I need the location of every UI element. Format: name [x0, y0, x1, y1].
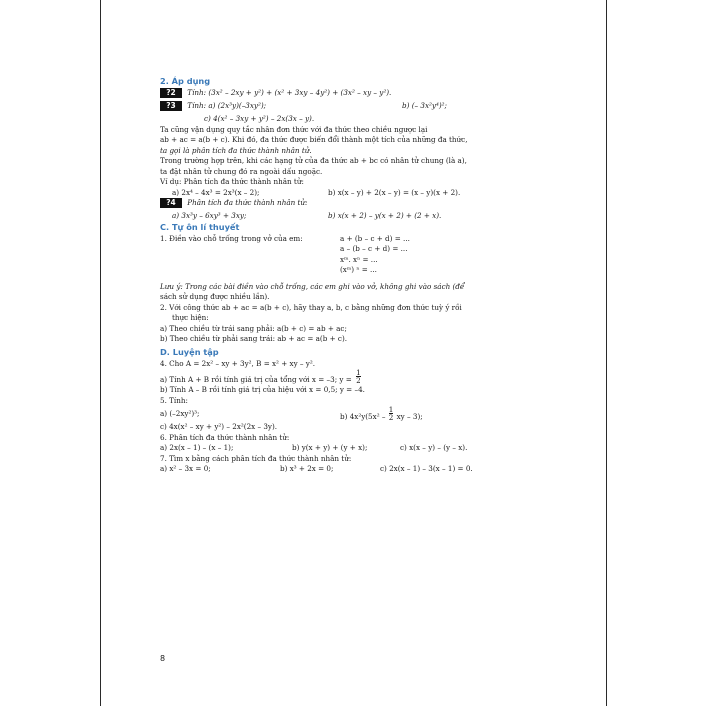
note-line: Lưu ý: Trong các bài điền vào chỗ trống, các em ghi vào vở, không ghi vào sách (để [160, 281, 465, 291]
example-label: Ví dụ: Phân tích đa thức thành nhân tử: [160, 177, 304, 186]
exercise-d6: 6. Phân tích đa thức thành nhân tử: [160, 432, 290, 442]
fraction: $\frac{1}{2}$ [356, 368, 361, 385]
paragraph-line: ab + ac = a(b + c). Khi đó, đa thức được biến đổi thành một tích của những đa thức, [160, 135, 468, 144]
exercise-d4-b: b) Tính A – B rồi tính giá trị của hiệu với x = 0,5; y = –4. [160, 385, 365, 394]
question-badge: ?4 [160, 198, 182, 208]
paragraph-line: ta đặt nhân tử chung đó ra ngoài dấu ngoặc. [160, 166, 323, 176]
fill-line: (xᵐ) ⁿ = ... [340, 265, 377, 274]
question-3: ?3 Tính: a) (2x³y)(–3xy²); b) (– 3x²y⁴)²; [160, 101, 560, 114]
page-left-border [100, 0, 101, 706]
section-heading-luyen-tap: D. Luyện tập [160, 346, 219, 357]
exercise-d5-c: c) 4x(x² – xy + y²) – 2x²(2x – 3y). [160, 422, 278, 431]
fill-line: a – (b – c + d) = ... [340, 244, 408, 253]
paragraph-line: Trong trường hợp trên, khi các hạng tử của đa thức ab + bc có nhân tử chung (là a), [160, 156, 467, 165]
exercise-d7: 7. Tìm x bằng cách phân tích đa thức thành nhân tử: [160, 453, 352, 463]
fraction: $\frac{1}{2}$ [388, 405, 394, 422]
exercise-d4: 4. Cho A = 2x² – xy + 3y², B = x² + xy – y². [160, 358, 316, 368]
paragraph-line: Ta cũng vận dụng quy tắc nhân đơn thức với đa thức theo chiều ngược lại [160, 124, 428, 134]
question-2: ?2 Tính: (3x² – 2xy + y²) + (x² + 3xy – 4y²) + (3x² – xy – y²). [160, 88, 560, 101]
exercise-c2: 2. Với công thức ab + ac = a(b + c), hãy thay a, b, c bằng những đơn thức tuỳ ý rồi [160, 302, 462, 312]
exercise-c2-a: a) Theo chiều từ trái sang phải: a(b + c) = ab + ac; [160, 323, 347, 333]
fill-line: xᵐ. xⁿ = ... [340, 254, 378, 264]
example-items: a) 2x⁴ – 4x³ = 2x³(x – 2); b) x(x – y) + 2(x – y) = (x – y)(x + 2). [172, 187, 461, 197]
question-badge: ?3 [160, 101, 182, 111]
question-3-c: c) 4(x² – 3xy + y²) – 2x(3x – y). [204, 114, 315, 123]
exercise-c2-cont: thực hiện: [172, 313, 209, 322]
exercise-d5: 5. Tính: [160, 395, 188, 405]
section-heading-ap-dung: 2. Áp dụng [160, 76, 211, 86]
exercise-c2-b: b) Theo chiều từ phải sang trái: ab + ac = a(b + c). [160, 334, 348, 343]
exercise-c1: 1. Điền vào chỗ trống trong vở của em: a + (b – c + d) = ... [160, 233, 410, 243]
question-badge: ?2 [160, 88, 182, 98]
section-heading-tu-on: C. Tự ôn lí thuyết [160, 221, 240, 232]
question-4: ?4 Phân tích đa thức thành nhân tử: [160, 198, 560, 211]
exercise-d5-ab: a) (–2xy²)³; b) 4x²y(5x² – $\frac{1}{2}$ xy – 3); [160, 405, 423, 422]
exercise-d7-items: a) x² – 3x = 0; b) x³ + 2x = 0; c) 2x(x – 1) – 3(x – 1) = 0. [160, 464, 473, 473]
note-line: sách sử dụng được nhiều lần). [160, 292, 270, 301]
exercise-d6-items: a) 2x(x – 1) – (x – 1); b) y(x + y) + (y + x); c) x(x – y) – (y – x). [160, 443, 468, 452]
paragraph-line: ta gọi là phân tích đa thức thành nhân tử. [160, 145, 312, 155]
exercise-d4-a: a) Tính A + B rồi tính giá trị của tổng với x = –3; y = $\frac{1}{2}$ [160, 368, 361, 385]
page-number: 8 [160, 654, 166, 663]
page-right-border [606, 0, 607, 706]
page-content [160, 76, 560, 475]
question-4-items: a) 3x³y – 6xy³ + 3xy; b) x(x + 2) – y(x + 2) + (2 + x). [172, 211, 442, 220]
